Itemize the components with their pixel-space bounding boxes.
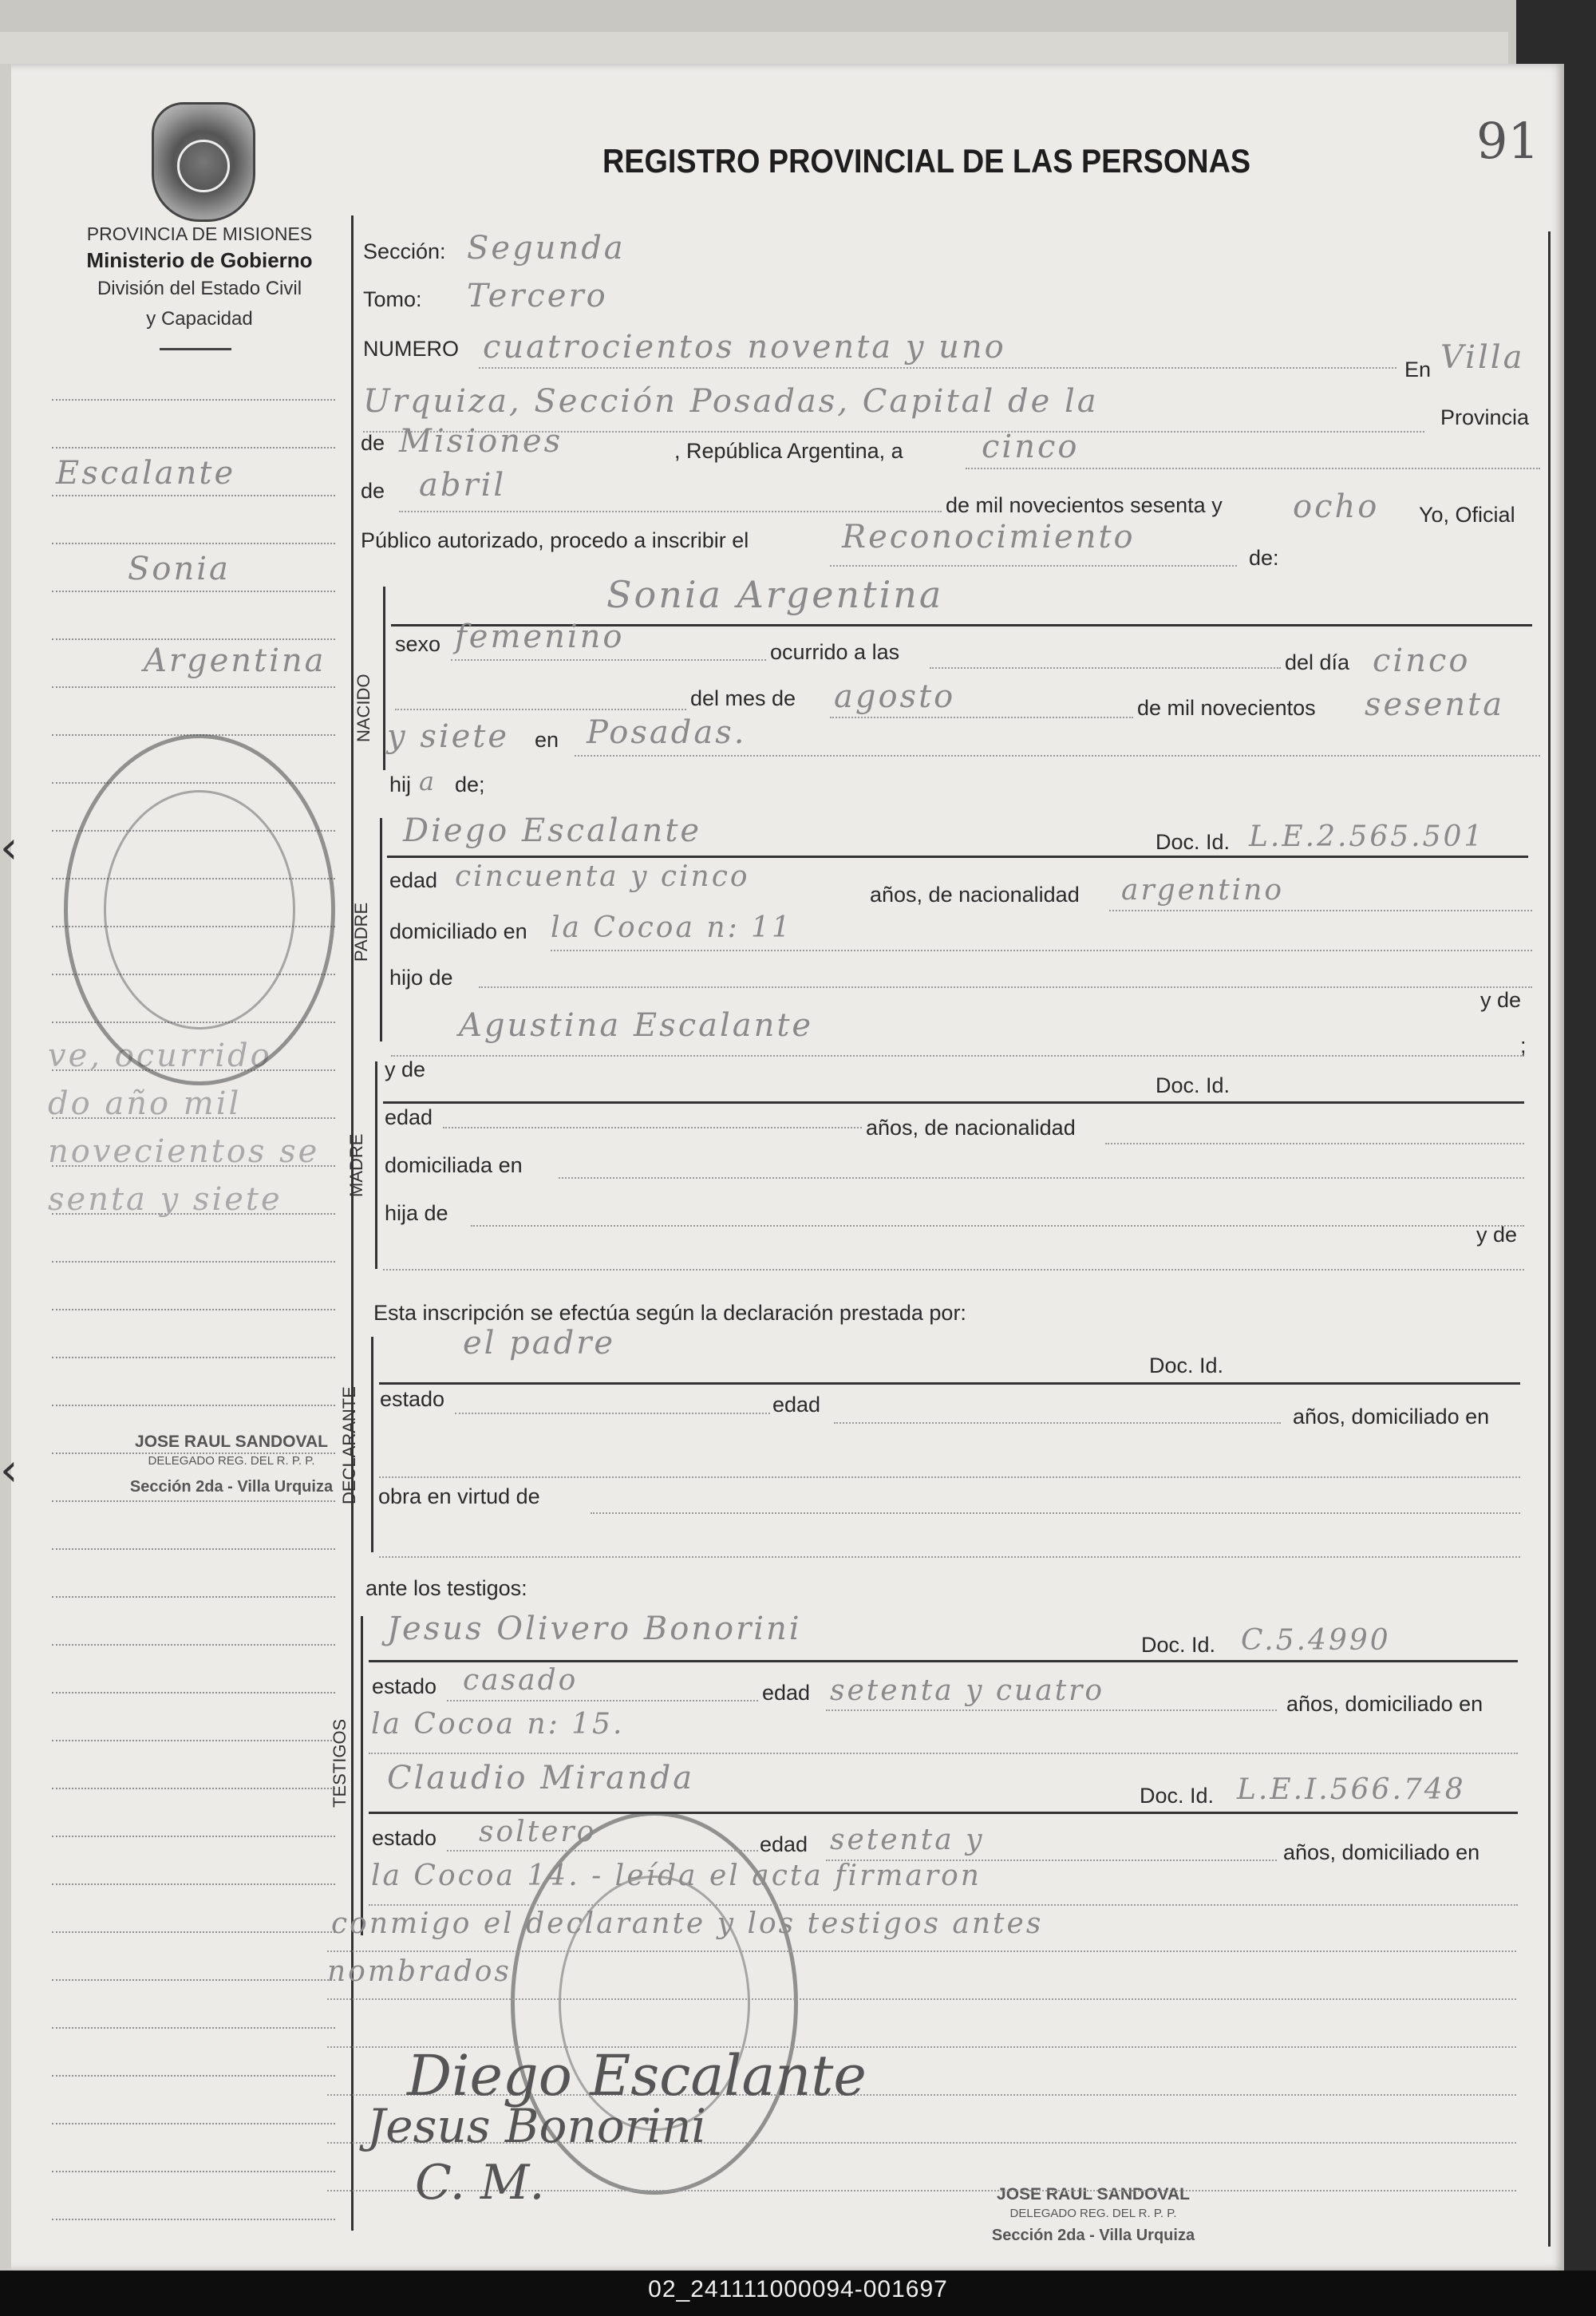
madre-section-label: MADRE — [346, 1133, 366, 1197]
number-label: NUMERO — [363, 337, 459, 361]
margin-line — [52, 447, 335, 449]
de-label: de — [361, 431, 385, 455]
fill-line — [391, 1055, 1524, 1057]
delegate-stamp-title: DELEGADO REG. DEL R. P. P. — [148, 1454, 315, 1468]
fill-line — [834, 1422, 1281, 1424]
margin-note: do año mil — [48, 1085, 242, 1122]
domicile-label: años, domiciliado en — [1293, 1405, 1490, 1429]
number-value: cuatrocientos noventa y uno — [483, 329, 1006, 366]
fill-line — [327, 1998, 1516, 2000]
signature: Diego Escalante — [407, 2043, 867, 2109]
margin-line — [52, 638, 335, 640]
binding-spine — [0, 64, 11, 2271]
age-label: edad — [385, 1105, 433, 1129]
margin-note: ve, ocurrido — [48, 1037, 272, 1074]
section-rule — [379, 1382, 1520, 1385]
binding-clip-icon: ‹ — [0, 822, 18, 874]
witness-2-name: Claudio Miranda — [387, 1760, 695, 1796]
paternal-grandmother-value: Agustina Escalante — [459, 1007, 814, 1044]
fill-line — [575, 755, 1540, 757]
age-label: edad — [762, 1681, 811, 1705]
margin-note: novecientos se — [48, 1133, 320, 1170]
padre-section-label: PADRE — [351, 902, 371, 962]
fill-line — [930, 667, 1281, 669]
witness-1-domicile-value: la Cocoa n: 15. — [371, 1708, 625, 1741]
fill-line — [471, 1225, 1524, 1227]
domicile-label: domiciliado en — [389, 919, 527, 943]
witness-1-age-value: setenta y cuatro — [830, 1674, 1105, 1707]
fill-line — [447, 1700, 758, 1701]
father-doc-value: L.E.2.565.501 — [1249, 820, 1485, 853]
fill-line — [395, 709, 686, 710]
provincia-label: Provincia — [1440, 405, 1530, 429]
witnesses-intro: ante los testigos: — [365, 1576, 527, 1600]
sex-label: sexo — [395, 632, 441, 656]
section-bracket — [375, 1061, 377, 1269]
child-label: de; — [455, 773, 485, 796]
margin-line — [52, 1548, 335, 1550]
fill-line — [399, 511, 942, 512]
section-label: Sección: — [363, 239, 446, 263]
closing-text: nombrados — [327, 1955, 512, 1988]
closing-text: conmigo el declarante y los testigos antes — [331, 1907, 1044, 1940]
fill-line — [1105, 1143, 1524, 1144]
fill-line — [826, 1709, 1277, 1711]
margin-line — [52, 1644, 335, 1646]
month-label: de — [361, 479, 385, 503]
delegate-stamp-section: Sección 2da - Villa Urquiza — [991, 2227, 1195, 2244]
testigos-section-label: TESTIGOS — [330, 1718, 350, 1808]
republic-text: , República Argentina, a — [674, 439, 903, 463]
day-value: cinco — [1373, 642, 1471, 679]
and-label: y de — [1480, 988, 1522, 1012]
margin-line — [52, 1357, 335, 1358]
official-stamp-ring — [104, 790, 295, 1030]
fill-line — [455, 1413, 770, 1414]
province-name: PROVINCIA DE MISIONES — [86, 223, 313, 244]
province-value: Misiones — [399, 423, 563, 460]
margin-note: Argentina — [144, 642, 326, 679]
year-text: de mil novecientos sesenta y — [946, 493, 1223, 517]
witness-2-state-value: soltero — [479, 1816, 597, 1848]
margin-line — [52, 1596, 335, 1598]
image-caption: 02_241111000094-001697 — [648, 2276, 948, 2302]
division-line-1: División del Estado Civil — [97, 278, 302, 299]
margin-note: Escalante — [56, 455, 236, 492]
delegate-stamp-name: JOSE RAUL SANDOVAL — [997, 2185, 1190, 2203]
child-gender-value: a — [419, 766, 437, 796]
fill-line — [591, 1512, 1520, 1514]
ministry-name: Ministerio de Gobierno — [86, 248, 313, 272]
place-label: en — [535, 728, 559, 752]
margin-line — [52, 2027, 335, 2029]
and-label: y de — [1476, 1223, 1518, 1247]
section-bracket — [361, 1616, 363, 1935]
witness-1-doc-value: C.5.4990 — [1241, 1624, 1391, 1657]
father-nationality-value: argentino — [1121, 874, 1285, 907]
section-rule — [383, 1101, 1524, 1104]
year-label: de mil novecientos — [1137, 696, 1316, 720]
section-bracket — [371, 1337, 373, 1552]
fill-line — [479, 367, 1396, 369]
declarante-section-label: DECLARANTE — [339, 1386, 359, 1504]
fill-line — [451, 659, 766, 661]
section-bracket — [380, 818, 382, 1041]
witness-2-doc-value: L.E.I.566.748 — [1237, 1773, 1466, 1806]
margin-line — [52, 543, 335, 544]
fill-line — [369, 1904, 1518, 1906]
virtue-label: obra en virtud de — [378, 1484, 540, 1508]
occurred-label: ocurrido a las — [770, 640, 900, 664]
mother-doc-label: Doc. Id. — [1156, 1073, 1231, 1097]
act-value: Reconocimiento — [842, 519, 1136, 555]
fill-line — [447, 1850, 758, 1852]
signature: Jesus Bonorini — [367, 2099, 706, 2153]
semicolon: ; — [1520, 1034, 1527, 1057]
witness-1-name: Jesus Olivero Bonorini — [387, 1611, 802, 1647]
public-text: Público autorizado, procedo a inscribir el — [361, 528, 749, 552]
margin-note: senta y siete — [48, 1181, 282, 1218]
nationality-label: años, de nacionalidad — [866, 1116, 1076, 1140]
fill-line — [379, 1556, 1520, 1558]
age-label: edad — [772, 1393, 821, 1417]
margin-line — [52, 2219, 335, 2220]
mother-and-label: y de — [385, 1057, 426, 1081]
en-label: En — [1404, 358, 1432, 381]
margin-line — [52, 1405, 335, 1406]
signature: C. M. — [415, 2155, 545, 2211]
margin-line — [52, 2075, 335, 2077]
right-border — [1548, 231, 1551, 2247]
margin-line — [52, 1500, 335, 1502]
fill-line — [830, 717, 1133, 718]
declaration-intro: Esta inscripción se efectúa según la declaración prestada por: — [373, 1301, 966, 1325]
margin-line — [52, 2123, 335, 2124]
nacido-section-label: NACIDO — [354, 674, 373, 742]
section-rule — [369, 1812, 1518, 1814]
margin-line — [52, 1836, 335, 1837]
volume-label: Tomo: — [363, 287, 422, 311]
daughter-label: hija de — [385, 1201, 448, 1225]
fill-line — [966, 468, 1540, 469]
witness-2-age-value: setenta y — [830, 1824, 985, 1856]
fill-line — [479, 986, 1532, 988]
document-title: REGISTRO PROVINCIAL DE LAS PERSONAS — [602, 142, 1251, 180]
binding-clip-icon: ‹ — [0, 1445, 18, 1496]
margin-line — [52, 1740, 335, 1741]
state-label: estado — [372, 1674, 437, 1698]
year-value: y siete — [387, 718, 510, 755]
father-age-value: cincuenta y cinco — [455, 860, 750, 893]
child-label: hij — [389, 773, 412, 796]
delegate-stamp-name: JOSE RAUL SANDOVAL — [135, 1433, 328, 1451]
section-value: Segunda — [467, 230, 626, 267]
witness-1-doc-label: Doc. Id. — [1141, 1633, 1216, 1657]
witness-1-state-value: casado — [463, 1664, 579, 1697]
age-label: edad — [389, 868, 438, 892]
delegate-stamp-section: Sección 2da - Villa Urquiza — [129, 1478, 334, 1496]
fill-line — [327, 1950, 1516, 1952]
month-value: agosto — [834, 678, 956, 715]
declarant-value: el padre — [463, 1325, 616, 1362]
margin-line — [52, 2171, 335, 2172]
margin-line — [52, 399, 335, 401]
witness-2-domicile-value: la Cocoa 14. - leída el acta firmaron — [371, 1860, 982, 1892]
margin-line — [52, 1883, 335, 1885]
month-value: abril — [419, 467, 507, 504]
child-name-value: Sonia Argentina — [606, 573, 944, 616]
delegate-stamp-title: DELEGADO REG. DEL R. P. P. — [1009, 2207, 1177, 2220]
fill-line — [379, 1476, 1520, 1478]
fill-line — [830, 565, 1237, 567]
son-of-label: hijo de — [389, 966, 453, 990]
place-value: Posadas. — [587, 714, 747, 751]
fill-line — [551, 950, 1532, 951]
fill-line — [443, 1127, 862, 1128]
division-line-2: y Capacidad — [146, 308, 253, 330]
age-label: edad — [760, 1832, 808, 1856]
of-label: de: — [1249, 546, 1279, 570]
domicile-label: años, domiciliado en — [1283, 1840, 1480, 1864]
year-value: ocho — [1293, 488, 1380, 525]
place-value: Urquiza, Sección Posadas, Capital de la — [363, 383, 1099, 420]
domicile-label: domiciliada en — [385, 1153, 523, 1177]
header-divider — [160, 348, 231, 350]
fill-line — [559, 1177, 1524, 1179]
fill-line — [383, 1269, 1524, 1271]
margin-line — [52, 1309, 335, 1310]
state-label: estado — [372, 1826, 437, 1850]
fill-line — [1109, 910, 1532, 911]
witness-2-doc-label: Doc. Id. — [1140, 1784, 1215, 1808]
folio-number: 91 — [1476, 112, 1539, 170]
state-label: estado — [380, 1387, 445, 1411]
father-doc-label: Doc. Id. — [1156, 830, 1231, 854]
margin-line — [52, 591, 335, 592]
volume-value: Tercero — [467, 278, 608, 314]
declarant-doc-label: Doc. Id. — [1149, 1354, 1224, 1377]
margin-line — [52, 686, 335, 688]
margin-line — [52, 495, 335, 496]
section-rule — [369, 1660, 1518, 1662]
section-bracket — [383, 587, 385, 770]
margin-line — [52, 1788, 335, 1789]
en-value: Villa — [1440, 339, 1525, 376]
day-value: cinco — [982, 429, 1080, 465]
seal-emblem-icon — [177, 140, 230, 192]
margin-line — [52, 1979, 335, 1981]
sex-value: femenino — [455, 619, 625, 655]
day-label: del día — [1285, 650, 1350, 674]
father-domicile-value: la Cocoa n: 11 — [551, 911, 792, 944]
section-rule — [387, 856, 1528, 858]
margin-line — [52, 1931, 335, 1933]
year-value: sesenta — [1365, 686, 1505, 723]
fill-line — [369, 1753, 1518, 1754]
margin-line — [52, 1692, 335, 1694]
nationality-label: años, de nacionalidad — [870, 883, 1080, 907]
father-name-value: Diego Escalante — [403, 812, 702, 849]
margin-line — [52, 1261, 335, 1263]
month-label: del mes de — [690, 686, 796, 710]
margin-note: Sonia — [128, 551, 231, 587]
officer-text: Yo, Oficial — [1419, 503, 1515, 527]
domicile-label: años, domiciliado en — [1286, 1692, 1483, 1716]
